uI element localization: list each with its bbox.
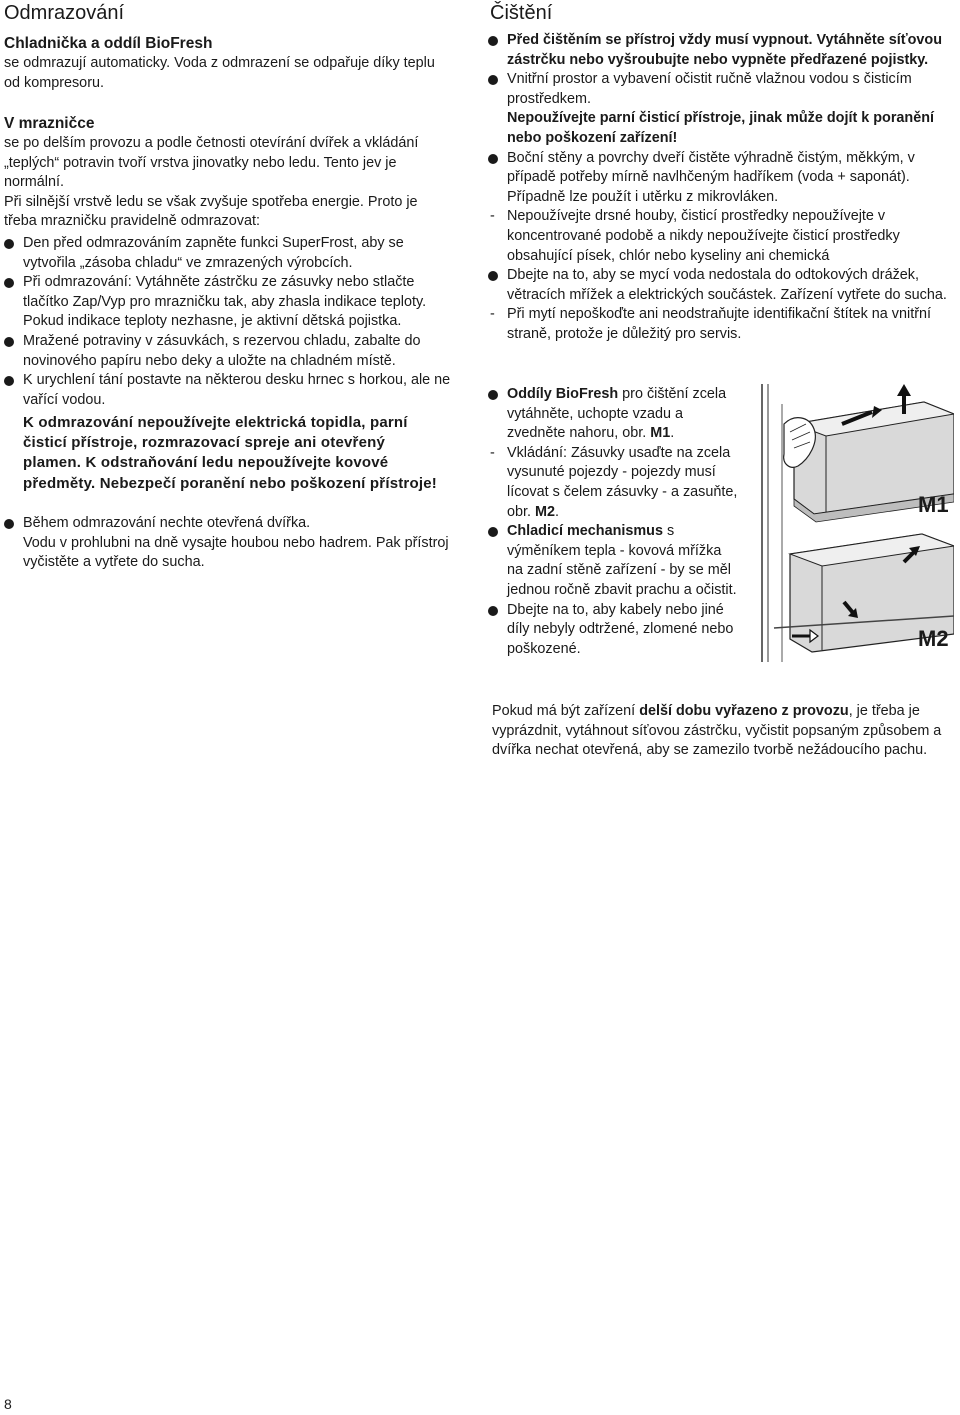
step-open-door: Během odmrazování nechte otevřená dvířka. <box>4 514 472 534</box>
final-text: Vodu v prohlubni na dně vysajte houbou nebo hadrem. Pak přístroj vyčistěte a vytřete do sucha. <box>23 534 449 571</box>
clean-door-surfaces: Boční stěny a povrchy dveří čistěte výhradně čistým, měkkým, v případě potřeby mírně navlhčeným hadříkem (voda + saponát). Případně lze použít i utěrku z mikrovláken. <box>488 149 957 208</box>
step-unplug: Při odmrazování: Vytáhněte zástrčku ze zásuvky nebo stlačte tlačítko Zap/Vyp pro mrazničku tak, aby zhasla indikace teploty. <box>4 273 463 312</box>
fridge-section <box>4 34 472 93</box>
absence-paragraph <box>492 702 958 761</box>
fridge-heading: Chladnička a oddíl BioFresh <box>4 35 213 52</box>
cooling-bold: Chladicí mechanismus <box>507 523 663 540</box>
clean-steam-warning: Nepoužívejte parní čisticí přístroje, jinak může dojít k poranění nebo poškození zařízení! <box>507 110 935 146</box>
insert-text: Vkládání: Zásuvky usaďte na zcela vysunuté pojezdy - pojezdy musí lícovat s čelem zásuvky - a zasuňte, obr. <box>507 444 738 520</box>
biofresh-end: . <box>670 425 675 442</box>
clean-drain-grooves: Dbejte na to, aby se mycí voda nedostala do odtokových drážek, větracích mřížek a elektrických součástek. Zařízení vytřete do sucha. <box>488 266 947 305</box>
biofresh-remove <box>488 385 740 444</box>
freezer-section <box>4 114 472 232</box>
cleaning-list <box>488 31 954 345</box>
absence-bold: delší dobu vyřazeno z provozu <box>639 703 849 719</box>
insert-ref: M2 <box>535 503 556 520</box>
biofresh-text: pro čištění zcela vytáhněte, uchopte vzadu a zvedněte nahoru, obr. <box>507 386 727 442</box>
freezer-paragraph-2: Při silnější vrstvě ledu se však zvyšuje spotřeba energie. Proto je třeba mrazničku pravidelně odmrazovat: <box>4 193 418 230</box>
cooling-mechanism <box>488 522 740 600</box>
step-hot-water: K urychlení tání postavte na některou desku hrnec s horkou, ale ne vařící vodou. <box>4 371 463 410</box>
freezer-paragraph-1: se po delším provozu a podle četnosti otevírání dvířek a vkládání „teplých“ potravin tvoří vrstva jinovatky nebo ledu. Tento jev je normální. <box>4 135 419 191</box>
biofresh-insert <box>488 444 740 522</box>
cleaning-title: Čištění <box>490 2 553 24</box>
cables-check: Dbejte na to, aby kabely nebo jiné díly nebyly odtržené, zlomené nebo poškozené. <box>488 601 737 660</box>
step-wrap-food: Mražené potraviny v zásuvkách, s rezervou chladu, zabalte do novinového papíru nebo deky a uložte na chladném místě. <box>4 332 443 371</box>
absence-start: Pokud má být zařízení <box>492 703 640 719</box>
fridge-text: se odmrazují automaticky. Voda z odmrazení se odpařuje díky teplu od kompresoru. <box>4 55 435 91</box>
drawer-illustration-svg <box>754 384 954 662</box>
figure-label-m2: M2 <box>918 626 949 651</box>
defrost-warning: K odmrazování nepoužívejte elektrická topidla, parní čisticí přístroje, rozmrazovací spreje ani otevřený plamen. K odstraňování ledu nepoužívejte kovové předměty. Nebezpečí poranění nebo poškození přístroje! <box>23 414 437 492</box>
biofresh-bold: Oddíly BioFresh <box>507 386 619 402</box>
clean-interior-text: Vnitřní prostor a vybavení očistit ručně vlažnou vodou s čisticím prostředkem. <box>507 71 912 107</box>
drawer-illustration <box>754 384 954 662</box>
step-superfrost: Den před odmrazováním zapněte funkci SuperFrost, aby se vytvořila „zásoba chladu“ ve zmrazených výrobcích. <box>4 234 443 273</box>
clean-interior <box>488 70 954 148</box>
biofresh-list <box>488 385 740 659</box>
defrost-title: Odmrazování <box>4 2 125 24</box>
clean-id-plate: - Při mytí nepoškoďte ani neodstraňujte identifikační štítek na vnitřní straně, protože je důležitý pro servis. <box>488 305 947 344</box>
clean-unplug: Před čištěním se přístroj vždy musí vypnout. Vytáhněte síťovou zástrčku nebo vyšroubujte nebo vypněte předřazené pojistky. <box>488 31 957 70</box>
defrost-final <box>4 514 472 573</box>
clean-no-abrasives: - Nepoužívejte drsné houby, čisticí prostředky nepoužívejte v koncentrované podobě a nikdy nepoužívejte čisticí prostředky obsahující písek, chlór nebo kyseliny ani chemická <box>488 207 957 266</box>
absence-end: , je třeba je vyprázdnit, vytáhnout síťovou zástrčku, vyčistit popsaným způsobem a dvířka nechat otevřená, aby se zamezilo tvorbě nežádoucího pachu. <box>492 703 942 759</box>
defrost-steps <box>4 234 472 410</box>
figure-label-m1: M1 <box>918 492 949 517</box>
insert-end: . <box>555 503 560 520</box>
freezer-heading: V mrazničce <box>4 115 95 132</box>
cooling-text: s výměníkem tepla - kovová mřížka na zadní stěně zařízení - by se měl jednou ročně zbavit prachu a očistit. <box>507 523 737 598</box>
page-number: 8 <box>4 1396 12 1412</box>
arrow-lift-icon <box>897 384 911 396</box>
biofresh-ref: M1 <box>650 425 671 442</box>
child-lock-note: Pokud indikace teploty nezhasne, je aktivní dětská pojistka. <box>23 313 402 330</box>
